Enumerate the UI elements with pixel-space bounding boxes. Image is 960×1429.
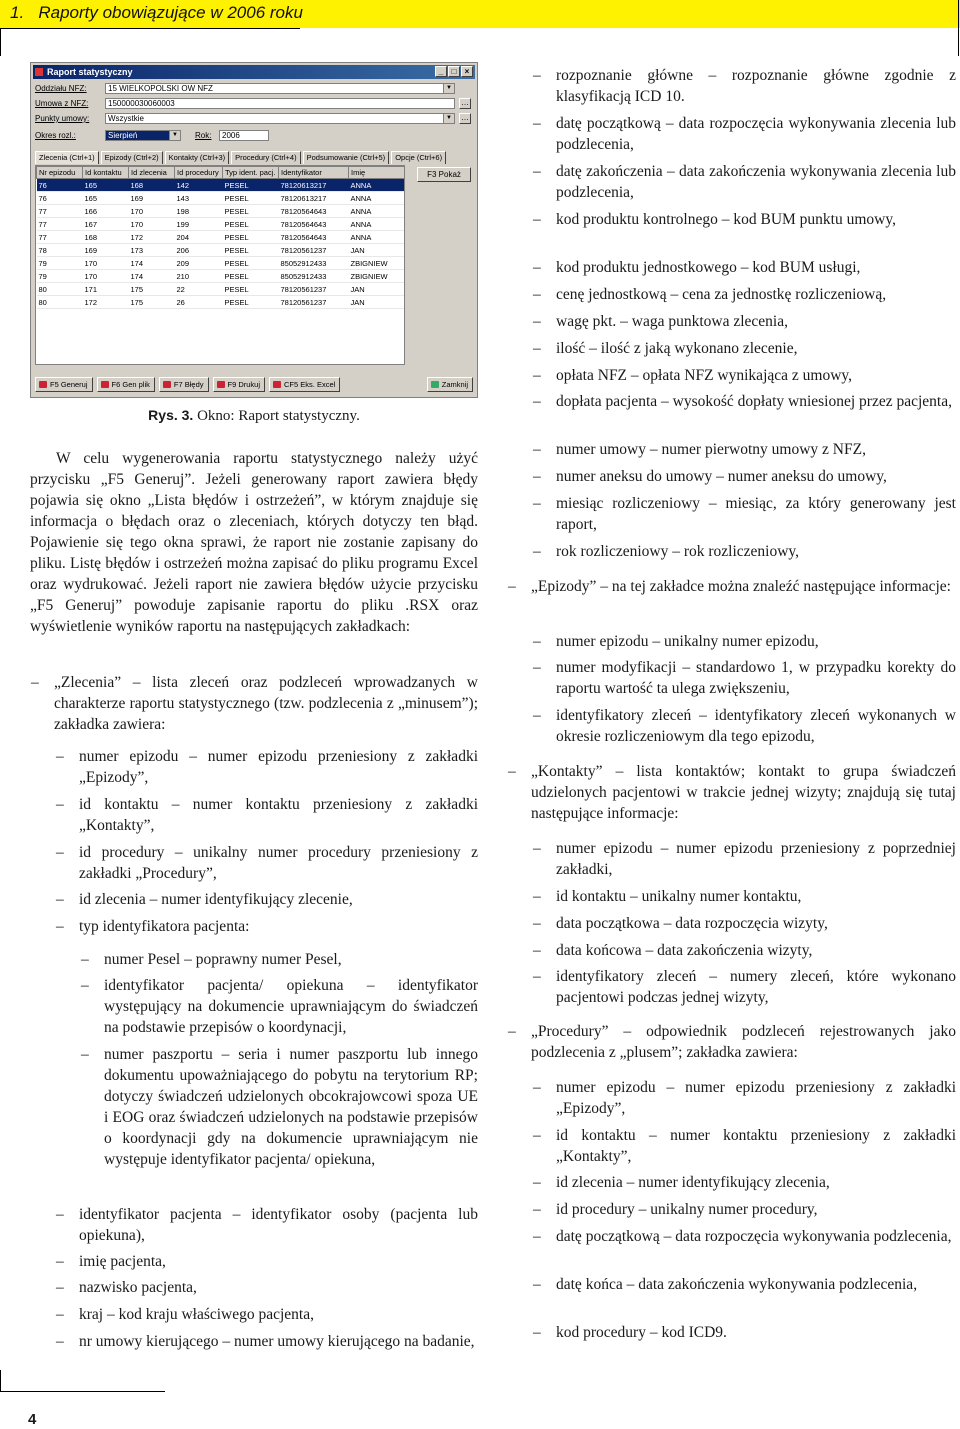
grid-column-header[interactable]: Imię bbox=[349, 167, 405, 179]
list-item-text: data końcowa – data zakończenia wizyty, bbox=[556, 942, 813, 959]
list-item: – datę końca – data zakończenia wykonywania podzlecenia, bbox=[556, 1274, 956, 1295]
table-cell: 26 bbox=[175, 296, 223, 309]
table-cell: JAN bbox=[349, 296, 405, 309]
button-label: CF5 Eks. Excel bbox=[284, 380, 336, 389]
list-item-text: datę zakończenia – data zakończenia wykonywania zlecenia lub podzlecenia, bbox=[556, 163, 956, 201]
section-title: 1. Raporty obowiązujące w 2006 roku bbox=[10, 3, 303, 22]
list-item: – ilość – ilość z jaką wykonano zlecenie, bbox=[556, 338, 956, 359]
field-punkty bbox=[35, 113, 475, 125]
list-item-text: wagę pkt. – waga punktowa zlecenia, bbox=[556, 313, 788, 330]
tab-epizody[interactable]: Epizody (Ctrl+2) bbox=[101, 151, 163, 164]
field-label: Okres rozl.: bbox=[35, 131, 76, 140]
list-item: – imię pacjenta, bbox=[79, 1251, 478, 1272]
list-item: – kod produktu jednostkowego – kod BUM usługi, bbox=[556, 257, 956, 278]
grid-column-header[interactable]: Nr epizodu bbox=[37, 167, 83, 179]
table-row[interactable] bbox=[37, 244, 405, 257]
list-item-text: identyfikator pacjenta – identyfikator osoby (pacjenta lub opiekuna), bbox=[79, 1206, 478, 1244]
table-cell: 165 bbox=[83, 192, 129, 205]
table-cell: 169 bbox=[129, 192, 175, 205]
list-item-text: identyfikatory zleceń – numery zleceń, które wykonano pacjentowi podczas jednej wizyty, bbox=[556, 968, 956, 1006]
crop-mark bbox=[0, 28, 1, 56]
list-item-text: numer epizodu – unikalny numer epizodu, bbox=[556, 633, 819, 650]
list-item-text: id kontaktu – unikalny numer kontaktu, bbox=[556, 888, 802, 905]
sub-list-item: – numer Pesel – poprawny numer Pesel, bbox=[104, 949, 478, 970]
okres-select[interactable] bbox=[105, 130, 181, 141]
table-cell: ANNA bbox=[349, 231, 405, 244]
list-item: – numer epizodu – numer epizodu przeniesiony z zakładki „Epizody”, bbox=[533, 1079, 956, 1117]
list-item-text: „Kontakty” – lista kontaktów; kontakt to grupa świadczeń udzielonych pacjentowi w trakcie jednej wizyty; znajdują się tutaj następujące informacje: bbox=[531, 763, 956, 822]
select-value: Sierpień bbox=[108, 131, 138, 140]
table-cell: PESEL bbox=[223, 283, 279, 296]
table-cell: 175 bbox=[129, 296, 175, 309]
table-cell: PESEL bbox=[223, 218, 279, 231]
table-cell: 85052912433 bbox=[279, 257, 349, 270]
list-item: – nazwisko pacjenta, bbox=[79, 1277, 478, 1298]
list-item: – numer epizodu – numer epizodu przeniesiony z zakładki „Epizody”, bbox=[56, 748, 478, 786]
table-cell: 78120613217 bbox=[279, 179, 349, 192]
list-item: – rok rozliczeniowy – rok rozliczeniowy, bbox=[556, 541, 956, 562]
table-cell: 210 bbox=[175, 270, 223, 283]
table-cell: 85052912433 bbox=[279, 270, 349, 283]
rok-input[interactable]: 2006 bbox=[219, 130, 269, 141]
list-item: – numer epizodu – unikalny numer epizodu, bbox=[556, 631, 956, 652]
close-icon[interactable]: × bbox=[461, 66, 473, 77]
generate-button[interactable] bbox=[35, 377, 93, 392]
table-cell: 77 bbox=[37, 231, 83, 244]
list-item: – id kontaktu – numer kontaktu przeniesiony z zakładki „Kontakty”, bbox=[533, 1127, 956, 1165]
list-item-procedury: – „Procedury” – odpowiednik podzleceń rejestrowanych jako podzlecenia z „plusem”; zakładka zawiera: bbox=[508, 1023, 956, 1061]
table-row[interactable] bbox=[37, 270, 405, 283]
table-cell: ANNA bbox=[349, 179, 405, 192]
intro-paragraph: W celu wygenerowania raportu statystycznego należy użyć przycisku „F5 Generuj”. Jeżeli generowany raport zawiera błędy pojawia się okno „Lista błędów i ostrzeżeń”, w którym znajduje się informacja o błędach oraz o zleceniach, których dotyczy ten błąd. Pojawienie się tego okna sprawi, że raport nie zostanie zapisany do pliku. Listę błędów i ostrzeżeń można zapisać do pliku programu Excel oraz wydrukować. Jeżeli raport nie zawiera błędów użycie przycisku „F5 Generuj” powoduje zapisanie raportu do pliku .RSX oraz wyświetlenie wyników raportu na następujących zakładkach: bbox=[30, 450, 478, 635]
table-cell: JAN bbox=[349, 244, 405, 257]
tab-bar bbox=[35, 151, 473, 164]
table-cell: 174 bbox=[129, 257, 175, 270]
list-item-text: cenę jednostkową – cena za jednostkę rozliczeniową, bbox=[556, 286, 887, 303]
tab-podsumowanie[interactable]: Podsumowanie (Ctrl+5) bbox=[303, 151, 390, 164]
crop-mark bbox=[0, 28, 300, 29]
list-item-text: numer modyfikacji – standardowo 1, w przypadku korekty do raportu wartość ta ulega zwiększeniu, bbox=[556, 659, 956, 697]
list-item: – id zlecenia – numer identyfikujący zlecenia, bbox=[556, 1172, 956, 1193]
button-label: Zamknij bbox=[441, 380, 468, 389]
list-item-text: typ identyfikatora pacjenta: bbox=[79, 918, 250, 935]
list-item: – id zlecenia – numer identyfikujący zlecenie, bbox=[79, 889, 478, 910]
list-item: – miesiąc rozliczeniowy – miesiąc, za który generowany jest raport, bbox=[533, 495, 956, 533]
table-row[interactable] bbox=[37, 296, 405, 309]
tab-zlecenia[interactable]: Zlecenia (Ctrl+1) bbox=[35, 151, 99, 164]
list-item: – nr umowy kierującego – numer umowy kierującego na badanie, bbox=[79, 1331, 478, 1352]
table-cell: 165 bbox=[83, 179, 129, 192]
list-item-text: id procedury – unikalny numer procedury, bbox=[556, 1201, 818, 1218]
chevron-down-icon: ▼ bbox=[443, 114, 454, 123]
table-cell: 78120564643 bbox=[279, 205, 349, 218]
tab-opcje[interactable]: Opcje (Ctrl+6) bbox=[391, 151, 446, 164]
grid-column-header[interactable]: Id kontaktu bbox=[83, 167, 129, 179]
maximize-icon[interactable]: □ bbox=[448, 66, 460, 77]
list-item-text: opłata NFZ – opłata NFZ wynikająca z umowy, bbox=[556, 367, 853, 384]
table-cell: PESEL bbox=[223, 179, 279, 192]
list-item-text: datę początkową – data rozpoczęcia wykonywania zlecenia lub podzlecenia, bbox=[556, 115, 956, 153]
list-item: – wagę pkt. – waga punktowa zlecenia, bbox=[556, 311, 956, 332]
list-item-text: numer epizodu – numer epizodu przeniesiony z poprzedniej zakładki, bbox=[556, 840, 956, 878]
chevron-down-icon: ▼ bbox=[443, 84, 454, 93]
page-number: 4 bbox=[28, 1411, 37, 1428]
errors-button[interactable] bbox=[159, 377, 209, 392]
table-row[interactable] bbox=[37, 179, 405, 192]
table-cell: PESEL bbox=[223, 244, 279, 257]
list-item-text: „Zlecenia” – lista zleceń oraz podzleceń wprowadzanych w charakterze raportu statystycznego (tzw. podzlecenia z „minusem”); zakładka zawiera: bbox=[54, 674, 478, 733]
table-cell: 79 bbox=[37, 270, 83, 283]
chevron-down-icon: ▼ bbox=[169, 131, 180, 140]
grid-column-header[interactable]: Id procedury bbox=[175, 167, 223, 179]
list-item-text: id kontaktu – numer kontaktu przeniesiony z zakładki „Kontakty”, bbox=[79, 796, 478, 834]
table-cell: 170 bbox=[83, 257, 129, 270]
list-item-text: numer epizodu – numer epizodu przeniesiony z zakładki „Epizody”, bbox=[556, 1079, 956, 1117]
table-cell: 78120561237 bbox=[279, 283, 349, 296]
table-cell: 167 bbox=[83, 218, 129, 231]
table-cell: JAN bbox=[349, 283, 405, 296]
print-button[interactable] bbox=[213, 377, 266, 392]
list-item-text: kod produktu jednostkowego – kod BUM usługi, bbox=[556, 259, 861, 276]
list-item-text: numer aneksu do umowy – numer aneksu do umowy, bbox=[556, 468, 887, 485]
dash: – bbox=[31, 674, 39, 691]
generate-file-button[interactable] bbox=[97, 377, 155, 392]
table-cell: 169 bbox=[83, 244, 129, 257]
select-value: 15 WIELKOPOLSKI OW NFZ bbox=[108, 84, 213, 93]
table-cell: 80 bbox=[37, 296, 83, 309]
table-cell: 22 bbox=[175, 283, 223, 296]
table-cell: 172 bbox=[83, 296, 129, 309]
printer-icon bbox=[217, 381, 225, 388]
table-cell: 168 bbox=[83, 231, 129, 244]
list-item-text: identyfikator pacjenta/ opiekuna – identyfikator występujący na dokumencie uprawniającym do świadczeń na podstawie przepisów o koordynacji, bbox=[104, 977, 478, 1036]
list-item-text: numer umowy – numer pierwotny umowy z NFZ, bbox=[556, 441, 866, 458]
table-cell: 78120561237 bbox=[279, 244, 349, 257]
table-cell: 172 bbox=[129, 231, 175, 244]
list-item: – cenę jednostkową – cena za jednostkę rozliczeniową, bbox=[556, 284, 956, 305]
list-item-text: kod produktu kontrolnego – kod BUM punktu umowy, bbox=[556, 211, 896, 228]
list-item: – numer aneksu do umowy – numer aneksu do umowy, bbox=[556, 466, 956, 487]
list-item-text: „Procedury” – odpowiednik podzleceń rejestrowanych jako podzlecenia z „plusem”; zakładka zawiera: bbox=[531, 1023, 956, 1061]
crop-mark bbox=[0, 1370, 1, 1392]
field-oddzial bbox=[35, 83, 475, 95]
field-okres bbox=[35, 130, 475, 142]
table-cell: 79 bbox=[37, 257, 83, 270]
table-cell: PESEL bbox=[223, 270, 279, 283]
list-item: – datę początkową – data rozpoczęcia wykonywania podzlecenia, bbox=[556, 1226, 956, 1247]
table-cell: 171 bbox=[83, 283, 129, 296]
list-item: – id procedury – unikalny numer procedury, bbox=[556, 1199, 956, 1220]
table-cell: 170 bbox=[129, 218, 175, 231]
report-window-screenshot bbox=[30, 62, 478, 398]
list-item-text: miesiąc rozliczeniowy – miesiąc, za który generowany jest raport, bbox=[556, 495, 956, 533]
list-item-text: numer paszportu – seria i numer paszportu lub innego dokumentu upoważniającego do pobytu na terytorium RP; dotyczy świadczeń udzielonych obcokrajowcowi spoza UE i EOG oraz świadczeń udzielonych na podstawie przepisów o koordynacji gdy na dokumencie uprawniającym nie występuje identyfikator pacjenta/ opiekuna, bbox=[104, 1046, 478, 1168]
grid-column-header[interactable]: Typ ident. pacj. bbox=[223, 167, 279, 179]
rok-label: Rok: bbox=[195, 131, 212, 140]
bottom-toolbar bbox=[35, 377, 473, 393]
list-item: – dopłata pacjenta – wysokość dopłaty wniesionej przez pacjenta, bbox=[556, 391, 956, 412]
list-item: – rozpoznanie główne – rozpoznanie główne zgodnie z klasyfikacją ICD 10. bbox=[533, 67, 956, 105]
table-cell: 78 bbox=[37, 244, 83, 257]
button-label: F6 Gen plik bbox=[111, 380, 150, 389]
list-item: – id procedury – unikalny numer procedury przeniesiony z zakładki „Procedury”, bbox=[56, 844, 478, 882]
list-item: – identyfikator pacjenta – identyfikator osoby (pacjenta lub opiekuna), bbox=[56, 1206, 478, 1244]
window-title: Raport statystyczny bbox=[47, 67, 133, 77]
table-cell: 174 bbox=[129, 270, 175, 283]
list-item-text: nr umowy kierującego – numer umowy kierującego na badanie, bbox=[79, 1333, 475, 1350]
table-cell: 77 bbox=[37, 218, 83, 231]
list-item-text: numer epizodu – numer epizodu przeniesiony z zakładki „Epizody”, bbox=[79, 748, 478, 786]
export-excel-button[interactable] bbox=[269, 377, 340, 392]
list-item-text: imię pacjenta, bbox=[79, 1253, 166, 1270]
list-item-text: identyfikatory zleceń – identyfikatory zleceń wykonanych w okresie rozliczeniowym dla tego epizodu, bbox=[556, 707, 956, 745]
list-item: – kraj – kod kraju właściwego pacjenta, bbox=[79, 1304, 478, 1325]
table-cell: 77 bbox=[37, 205, 83, 218]
list-item: – identyfikatory zleceń – identyfikatory zleceń wykonanych w okresie rozliczeniowym dla tego epizodu, bbox=[533, 707, 956, 745]
figure-caption-text: Okno: Raport statystyczny. bbox=[197, 408, 360, 424]
table-cell: 170 bbox=[83, 270, 129, 283]
table-cell: 166 bbox=[83, 205, 129, 218]
table-cell: 199 bbox=[175, 218, 223, 231]
grid-column-header[interactable]: Id zlecenia bbox=[129, 167, 175, 179]
table-cell: 142 bbox=[175, 179, 223, 192]
table-cell: PESEL bbox=[223, 257, 279, 270]
minimize-icon[interactable]: _ bbox=[435, 66, 447, 77]
header-bar bbox=[0, 0, 960, 28]
table-row[interactable] bbox=[37, 205, 405, 218]
list-item: – opłata NFZ – opłata NFZ wynikająca z umowy, bbox=[556, 365, 956, 386]
table-cell: 143 bbox=[175, 192, 223, 205]
table-cell: ZBIGNIEW bbox=[349, 257, 405, 270]
table-cell: 78120561237 bbox=[279, 296, 349, 309]
list-item: – id kontaktu – unikalny numer kontaktu, bbox=[556, 886, 956, 907]
list-item-text: kraj – kod kraju właściwego pacjenta, bbox=[79, 1306, 314, 1323]
button-label: F7 Błędy bbox=[173, 380, 204, 389]
punkty-select[interactable] bbox=[105, 113, 455, 124]
list-item: – id kontaktu – numer kontaktu przeniesiony z zakładki „Kontakty”, bbox=[56, 796, 478, 834]
umowa-browse-button[interactable]: … bbox=[461, 98, 469, 107]
button-label: F5 Generuj bbox=[50, 380, 88, 389]
sub-list-item: – identyfikator pacjenta/ opiekuna – identyfikator występujący na dokumencie uprawniającym do świadczeń na podstawie przepisów o koordynacji, bbox=[81, 977, 478, 1036]
table-cell: PESEL bbox=[223, 231, 279, 244]
list-item: – numer umowy – numer pierwotny umowy z NFZ, bbox=[556, 439, 956, 460]
table-cell: PESEL bbox=[223, 205, 279, 218]
list-item-text: id procedury – unikalny numer procedury przeniesiony z zakładki „Procedury”, bbox=[79, 844, 478, 882]
list-item-text: „Epizody” – na tej zakładce można znaleźć następujące informacje: bbox=[531, 578, 951, 595]
table-cell: 175 bbox=[129, 283, 175, 296]
list-item-text: id zlecenia – numer identyfikujący zlecenie, bbox=[79, 891, 353, 908]
table-cell: 204 bbox=[175, 231, 223, 244]
table-cell: 78120564643 bbox=[279, 231, 349, 244]
table-cell: ANNA bbox=[349, 205, 405, 218]
zlecenia-grid[interactable] bbox=[35, 165, 405, 365]
list-item: – numer epizodu – numer epizodu przeniesiony z poprzedniej zakładki, bbox=[533, 840, 956, 878]
tab-kontakty[interactable]: Kontakty (Ctrl+3) bbox=[165, 151, 229, 164]
field-label: Oddziału NFZ: bbox=[35, 84, 87, 93]
field-label: Umowa z NFZ: bbox=[35, 99, 89, 108]
punkty-browse-button[interactable]: … bbox=[461, 113, 469, 122]
list-item: – typ identyfikatora pacjenta: bbox=[79, 916, 478, 937]
tab-procedury[interactable]: Procedury (Ctrl+4) bbox=[231, 151, 300, 164]
table-cell: ANNA bbox=[349, 218, 405, 231]
table-row[interactable] bbox=[37, 192, 405, 205]
table-cell: PESEL bbox=[223, 296, 279, 309]
button-label: F9 Drukuj bbox=[227, 380, 261, 389]
error-icon bbox=[163, 381, 171, 388]
table-cell: 76 bbox=[37, 192, 83, 205]
table-row[interactable] bbox=[37, 257, 405, 270]
list-item-epizody: – „Epizody” – na tej zakładce można znaleźć następujące informacje: bbox=[531, 576, 956, 597]
door-icon bbox=[431, 381, 439, 388]
list-item-text: datę początkową – data rozpoczęcia wykonywania podzlecenia, bbox=[556, 1228, 952, 1245]
list-item-zlecenia bbox=[31, 672, 478, 735]
umowa-input[interactable]: 150000030060003 bbox=[105, 98, 455, 109]
table-cell: 173 bbox=[129, 244, 175, 257]
list-item-text: numer Pesel – poprawny numer Pesel, bbox=[104, 951, 342, 968]
table-cell: 198 bbox=[175, 205, 223, 218]
grid-column-header[interactable]: Identyfikator bbox=[279, 167, 349, 179]
field-umowa bbox=[35, 98, 475, 110]
oddzial-select[interactable] bbox=[105, 83, 455, 94]
generate-icon bbox=[39, 381, 47, 388]
list-item-text: rok rozliczeniowy – rok rozliczeniowy, bbox=[556, 543, 800, 560]
list-item: – data początkowa – data rozpoczęcia wizyty, bbox=[556, 913, 956, 934]
table-row[interactable] bbox=[37, 218, 405, 231]
list-item-text: rozpoznanie główne – rozpoznanie główne zgodnie z klasyfikacją ICD 10. bbox=[556, 67, 956, 105]
list-item-text: kod procedury – kod ICD9. bbox=[556, 1324, 727, 1341]
list-item-text: id zlecenia – numer identyfikujący zlecenia, bbox=[556, 1174, 830, 1191]
table-row[interactable] bbox=[37, 231, 405, 244]
list-item: – numer modyfikacji – standardowo 1, w przypadku korekty do raportu wartość ta ulega zwiększeniu, bbox=[533, 659, 956, 697]
table-row[interactable] bbox=[37, 283, 405, 296]
list-item: – kod produktu kontrolnego – kod BUM punktu umowy, bbox=[556, 209, 956, 230]
list-item-text: data początkowa – data rozpoczęcia wizyty, bbox=[556, 915, 828, 932]
table-cell: 170 bbox=[129, 205, 175, 218]
table-cell: 76 bbox=[37, 179, 83, 192]
file-icon bbox=[101, 381, 109, 388]
list-item-text: datę końca – data zakończenia wykonywania podzlecenia, bbox=[556, 1276, 918, 1293]
list-item: – datę początkową – data rozpoczęcia wykonywania zlecenia lub podzlecenia, bbox=[533, 115, 956, 153]
list-item: – datę zakończenia – data zakończenia wykonywania zlecenia lub podzlecenia, bbox=[533, 163, 956, 201]
crop-mark bbox=[958, 0, 959, 56]
crop-mark bbox=[0, 1391, 165, 1392]
table-cell: PESEL bbox=[223, 192, 279, 205]
list-item-text: dopłata pacjenta – wysokość dopłaty wniesionej przez pacjenta, bbox=[556, 393, 952, 410]
figure-number: Rys. 3. bbox=[148, 407, 194, 423]
window-titlebar bbox=[33, 65, 475, 79]
list-item-text: ilość – ilość z jaką wykonano zlecenie, bbox=[556, 340, 798, 357]
table-cell: ZBIGNIEW bbox=[349, 270, 405, 283]
sub-list-item: – numer paszportu – seria i numer paszportu lub innego dokumentu upoważniającego do pobytu na terytorium RP; dotyczy świadczeń udzielonych obcokrajowcowi spoza UE i EOG oraz świadczeń udzielonych na podstawie przepisów o koordynacji gdy na dokumencie uprawniającym nie występuje identyfikator pacjenta/ opiekuna, bbox=[81, 1046, 478, 1168]
select-value: Wszystkie bbox=[108, 114, 144, 123]
field-label: Punkty umowy: bbox=[35, 114, 90, 123]
list-item-kontakty: – „Kontakty” – lista kontaktów; kontakt to grupa świadczeń udzielonych pacjentowi w trakcie jednej wizyty; znajdują się tutaj następujące informacje: bbox=[508, 763, 956, 822]
show-button[interactable]: F3 Pokaż bbox=[417, 167, 471, 182]
list-item: – data końcowa – data zakończenia wizyty, bbox=[556, 940, 956, 961]
table-cell: 168 bbox=[129, 179, 175, 192]
list-item-text: nazwisko pacjenta, bbox=[79, 1279, 197, 1296]
close-button[interactable] bbox=[427, 377, 473, 392]
table-cell: 206 bbox=[175, 244, 223, 257]
app-icon bbox=[35, 68, 43, 76]
table-cell: 80 bbox=[37, 283, 83, 296]
table-cell: 209 bbox=[175, 257, 223, 270]
table-cell: 78120564643 bbox=[279, 218, 349, 231]
table-cell: 78120613217 bbox=[279, 192, 349, 205]
list-item: – identyfikatory zleceń – numery zleceń, które wykonano pacjentowi podczas jednej wizyty, bbox=[533, 968, 956, 1006]
table-cell: ANNA bbox=[349, 192, 405, 205]
list-item-text: id kontaktu – numer kontaktu przeniesiony z zakładki „Kontakty”, bbox=[556, 1127, 956, 1165]
list-item: – kod procedury – kod ICD9. bbox=[556, 1322, 956, 1343]
figure-caption bbox=[0, 407, 508, 425]
excel-icon bbox=[273, 381, 281, 388]
